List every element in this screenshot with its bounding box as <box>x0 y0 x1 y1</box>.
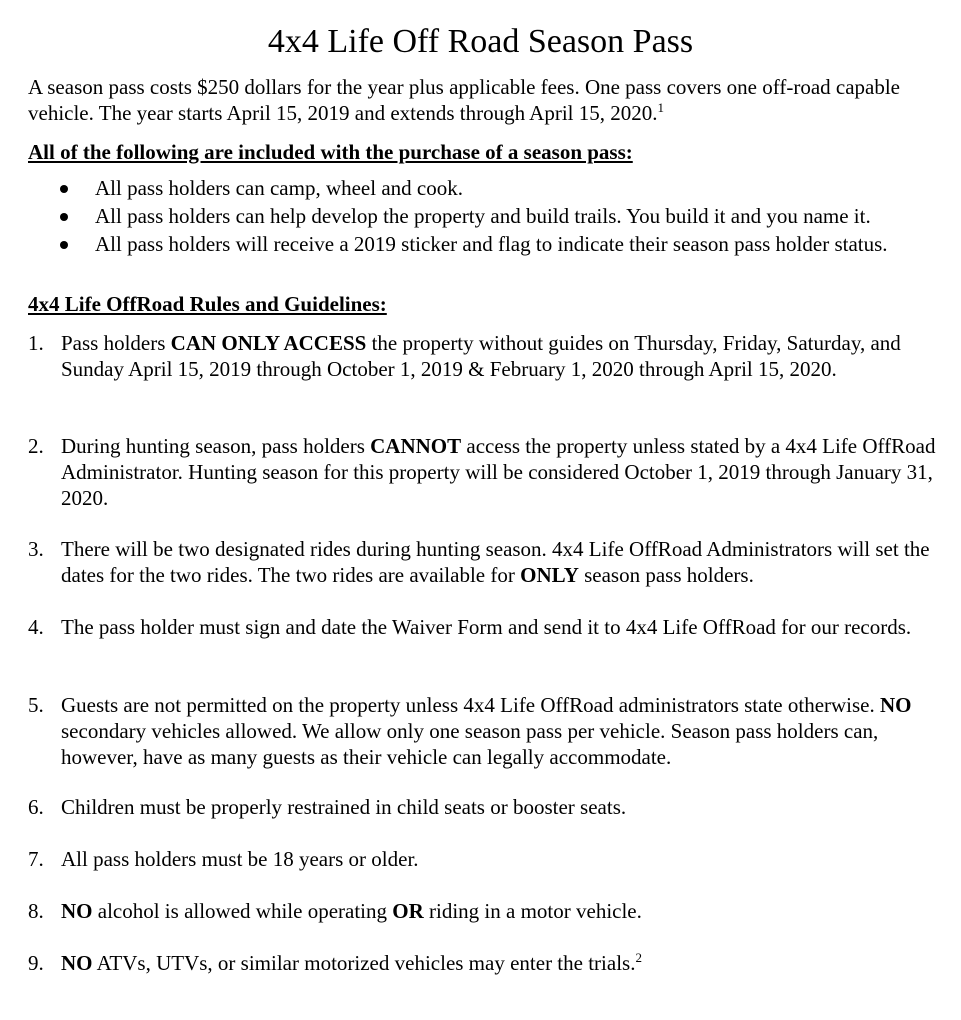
footnote-marker-1: 1 <box>657 100 664 115</box>
included-heading: All of the following are included with the purchase of a season pass: <box>28 140 633 164</box>
rule-text-emphasis: NO <box>61 899 93 923</box>
rule-text-emphasis: CANNOT <box>370 434 462 458</box>
rule-text <box>61 950 936 976</box>
bullet-icon <box>60 185 68 193</box>
rule-text-part: The pass holder must sign and date the Waiver Form and send it to 4x4 Life OffRoad for our records. <box>61 615 912 639</box>
rule-text <box>61 692 936 770</box>
rule-text-part: riding in a motor vehicle. <box>423 899 642 923</box>
rule-text-part: access the property unless stated by a 4x4 Life OffRoad Administrator. Hunting season for this property will be considered October 1, 2019 through January 31, 2020. <box>61 434 936 510</box>
bullet-icon <box>60 241 68 249</box>
rule-number: 6. <box>28 795 44 819</box>
rule-text <box>61 898 936 924</box>
rule-text-part: secondary vehicles allowed. We allow only one season pass per vehicle. Season pass holders can, however, have as many guests as their vehicle can legally accommodate. <box>61 719 879 769</box>
rule-number: 5. <box>28 693 44 717</box>
bullet-icon <box>60 213 68 221</box>
list-item-text: All pass holders will receive a 2019 sticker and flag to indicate their season pass holder status. <box>95 232 888 256</box>
included-list <box>0 175 961 259</box>
rule-text <box>61 536 936 588</box>
rule-text <box>61 794 936 820</box>
rule-text-part: There will be two designated rides during hunting season. 4x4 Life OffRoad Administrators will set the dates for the two rides. The two rides are available for <box>61 537 930 587</box>
rule-number: 3. <box>28 537 44 561</box>
rule-text-emphasis: NO <box>880 693 912 717</box>
rule-number: 4. <box>28 615 44 639</box>
rule-text-part: the property without guides on Thursday, Friday, Saturday, and Sunday April 15, 2019 through October 1, 2019 & February 1, 2020 through April 15, 2020. <box>61 331 901 381</box>
rules-heading: 4x4 Life OffRoad Rules and Guidelines: <box>28 292 387 316</box>
rule-text <box>61 846 936 872</box>
footnote-marker-2: 2 <box>635 950 642 965</box>
rule-text-part: alcohol is allowed while operating <box>92 899 393 923</box>
rule-text-part: ATVs, UTVs, or similar motorized vehicles may enter the trials. <box>92 951 636 975</box>
rule-text <box>61 433 936 511</box>
rule-text-emphasis: ONLY <box>520 563 579 587</box>
rule-text <box>61 330 936 382</box>
rule-text-part: Children must be properly restrained in child seats or booster seats. <box>61 795 627 819</box>
rule-number: 2. <box>28 434 44 458</box>
rule-number: 9. <box>28 951 44 975</box>
list-item-text: All pass holders can help develop the property and build trails. You build it and you name it. <box>95 204 871 228</box>
rule-text-emphasis: CAN ONLY ACCESS <box>170 331 367 355</box>
rule-text-emphasis: NO <box>61 951 93 975</box>
rule-text-part: season pass holders. <box>578 563 754 587</box>
list-item <box>0 175 935 201</box>
rule-number: 8. <box>28 899 44 923</box>
document-title: 4x4 Life Off Road Season Pass <box>267 23 694 60</box>
rule-text-emphasis: OR <box>392 899 424 923</box>
list-item <box>0 203 935 229</box>
list-item-text: All pass holders can camp, wheel and cook. <box>95 176 463 200</box>
rule-text-part: All pass holders must be 18 years or older. <box>61 847 419 871</box>
rule-text <box>61 614 936 640</box>
rule-number: 7. <box>28 847 44 871</box>
intro-paragraph <box>28 74 938 126</box>
rule-text-part: During hunting season, pass holders <box>61 434 371 458</box>
rule-text-part: Pass holders <box>61 331 171 355</box>
intro-text: A season pass costs $250 dollars for the year plus applicable fees. One pass covers one off-road capable vehicle. The year starts April 15, 2019 and extends through April 15, 2020. <box>28 75 901 125</box>
list-item <box>0 231 935 257</box>
rule-number: 1. <box>28 331 44 355</box>
rule-text-part: Guests are not permitted on the property unless 4x4 Life OffRoad administrators state otherwise. <box>61 693 880 717</box>
